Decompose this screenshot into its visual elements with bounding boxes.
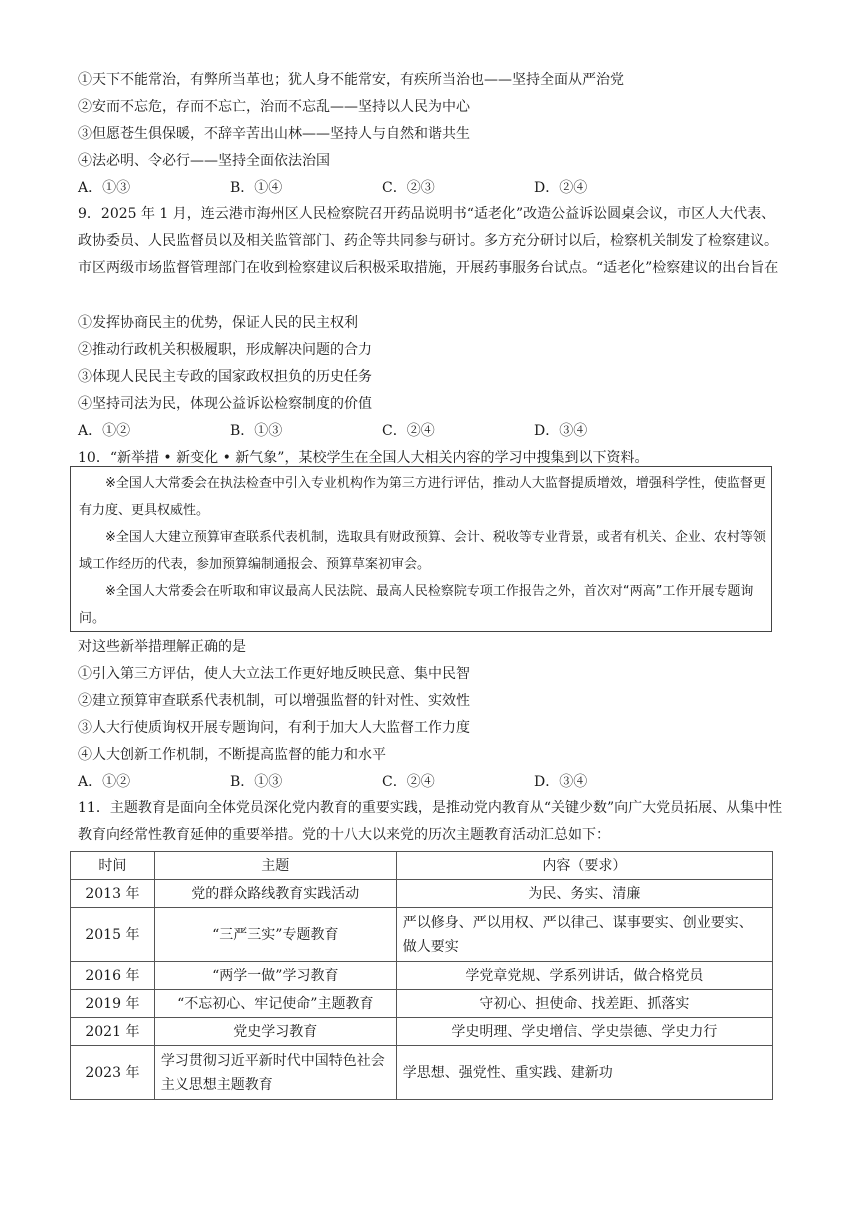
table-row (71, 908, 773, 962)
q8-item-2: ②安而不忘危，存而不忘亡，治而不忘乱——坚持以人民为中心 (78, 99, 470, 115)
cell-content: 学思想、强党性、重实践、建新功 (396, 1046, 772, 1100)
q10-option-d[interactable]: D．③④ (534, 774, 588, 790)
header-year: 时间 (71, 852, 155, 880)
cell-content: 严以修身、严以用权、严以律己、谋事要实、创业要实、做人要实 (396, 908, 772, 962)
table-header-row (71, 852, 773, 880)
header-content: 内容（要求） (396, 852, 772, 880)
cell-content: 学党章党规、学系列讲话，做合格党员 (396, 962, 772, 990)
q9-item-3: ③体现人民民主专政的国家政权担负的历史任务 (78, 369, 372, 385)
cell-year: 2013 年 (71, 880, 155, 908)
cell-year: 2019 年 (71, 990, 155, 1018)
q10-item-2: ②建立预算审查联系代表机制，可以增强监督的针对性、实效性 (78, 693, 470, 709)
q10-prompt: 对这些新举措理解正确的是 (78, 639, 246, 655)
q8-item-3: ③但愿苍生俱保暖，不辞辛苦出山林——坚持人与自然和谐共生 (78, 126, 470, 142)
q10-item-1: ①引入第三方评估，使人大立法工作更好地反映民意、集中民智 (78, 666, 470, 682)
q9-option-a[interactable]: A．①② (78, 423, 131, 439)
cell-theme: “两学一做”学习教育 (154, 962, 396, 990)
q9-stem: 9．2025 年 1 月，连云港市海州区人民检察院召开药品说明书“适老化”改造公益诉讼圆桌会议，市区人大代表、政协委员、人民监督员以及相关监管部门、药企等共同参与研讨。多方充分研讨以后，检察机关制发了检察建议。市区两级市场监督管理部门在收到检察建议后积极采取措施，开展药事服务台试点。“适老化”检察建议的出台旨在 (78, 206, 779, 276)
cell-content: 守初心、担使命、找差距、抓落实 (396, 990, 772, 1018)
q8-option-d[interactable]: D．②④ (534, 180, 588, 196)
q10-option-b[interactable]: B．①③ (230, 774, 283, 790)
cell-content: 学史明理、学史增信、学史崇德、学史力行 (396, 1018, 772, 1046)
q10-option-a[interactable]: A．①② (78, 774, 131, 790)
q10-option-c[interactable]: C．②④ (382, 774, 435, 790)
q10-material-2: ※全国人大建立预算审查联系代表机制，选取具有财政预算、会计、税收等专业背景，或者有机关、企业、农村等领域工作经历的代表，参加预算编制通报会、预算草案初审会。 (79, 530, 766, 572)
q8-item-4: ④法必明、令必行——坚持全面依法治国 (78, 153, 330, 169)
table-row (71, 962, 773, 990)
cell-theme: “三严三实”专题教育 (154, 908, 396, 962)
q8-option-a[interactable]: A．①③ (78, 180, 131, 196)
cell-content: 为民、务实、清廉 (396, 880, 772, 908)
table-row (71, 1018, 773, 1046)
cell-theme: “不忘初心、牢记使命”主题教育 (154, 990, 396, 1018)
q9-item-2: ②推动行政机关积极履职，形成解决问题的合力 (78, 342, 372, 358)
q10-item-3: ③人大行使质询权开展专题询问，有利于加大人大监督工作力度 (78, 720, 470, 736)
cell-year: 2016 年 (71, 962, 155, 990)
q9-option-b[interactable]: B．①③ (230, 423, 283, 439)
cell-year: 2021 年 (71, 1018, 155, 1046)
q10-material-3: ※全国人大常委会在听取和审议最高人民法院、最高人民检察院专项工作报告之外，首次对“两高”工作开展专题询问。 (79, 584, 754, 626)
q8-option-c[interactable]: C．②③ (382, 180, 435, 196)
table-row (71, 1046, 773, 1100)
q9-item-1: ①发挥协商民主的优势，保证人民的民主权利 (78, 315, 358, 331)
cell-theme: 党史学习教育 (154, 1018, 396, 1046)
table-row (71, 880, 773, 908)
q10-options (78, 773, 778, 791)
q11-table (70, 851, 773, 1100)
q10-material-box (70, 466, 772, 632)
q10-material-1: ※全国人大常委会在执法检查中引入专业机构作为第三方进行评估，推动人大监督提质增效，增强科学性，使监督更有力度、更具权威性。 (79, 476, 766, 518)
q9-option-d[interactable]: D．③④ (534, 423, 588, 439)
cell-theme: 党的群众路线教育实践活动 (154, 880, 396, 908)
q9-item-4: ④坚持司法为民，体现公益诉讼检察制度的价值 (78, 396, 372, 412)
cell-year: 2015 年 (71, 908, 155, 962)
q8-option-b[interactable]: B．①④ (230, 180, 283, 196)
header-theme: 主题 (154, 852, 396, 880)
q10-stem: 10．“新举措 • 新变化 • 新气象”，某校学生在全国人大相关内容的学习中搜集到以下资料。 (78, 450, 649, 466)
q8-item-1: ①天下不能常治，有弊所当革也；犹人身不能常安，有疾所当治也——坚持全面从严治党 (78, 72, 624, 88)
q9-option-c[interactable]: C．②④ (382, 423, 435, 439)
q11-stem: 11．主题教育是面向全体党员深化党内教育的重要实践，是推动党内教育从“关键少数”向广大党员拓展、从集中性教育向经常性教育延伸的重要举措。党的十八大以来党的历次主题教育活动汇总如下： (78, 800, 783, 843)
table-row (71, 990, 773, 1018)
cell-theme: 学习贯彻习近平新时代中国特色社会主义思想主题教育 (154, 1046, 396, 1100)
cell-year: 2023 年 (71, 1046, 155, 1100)
q10-item-4: ④人大创新工作机制，不断提高监督的能力和水平 (78, 747, 386, 763)
q8-options (78, 179, 778, 197)
q9-options (78, 422, 778, 440)
